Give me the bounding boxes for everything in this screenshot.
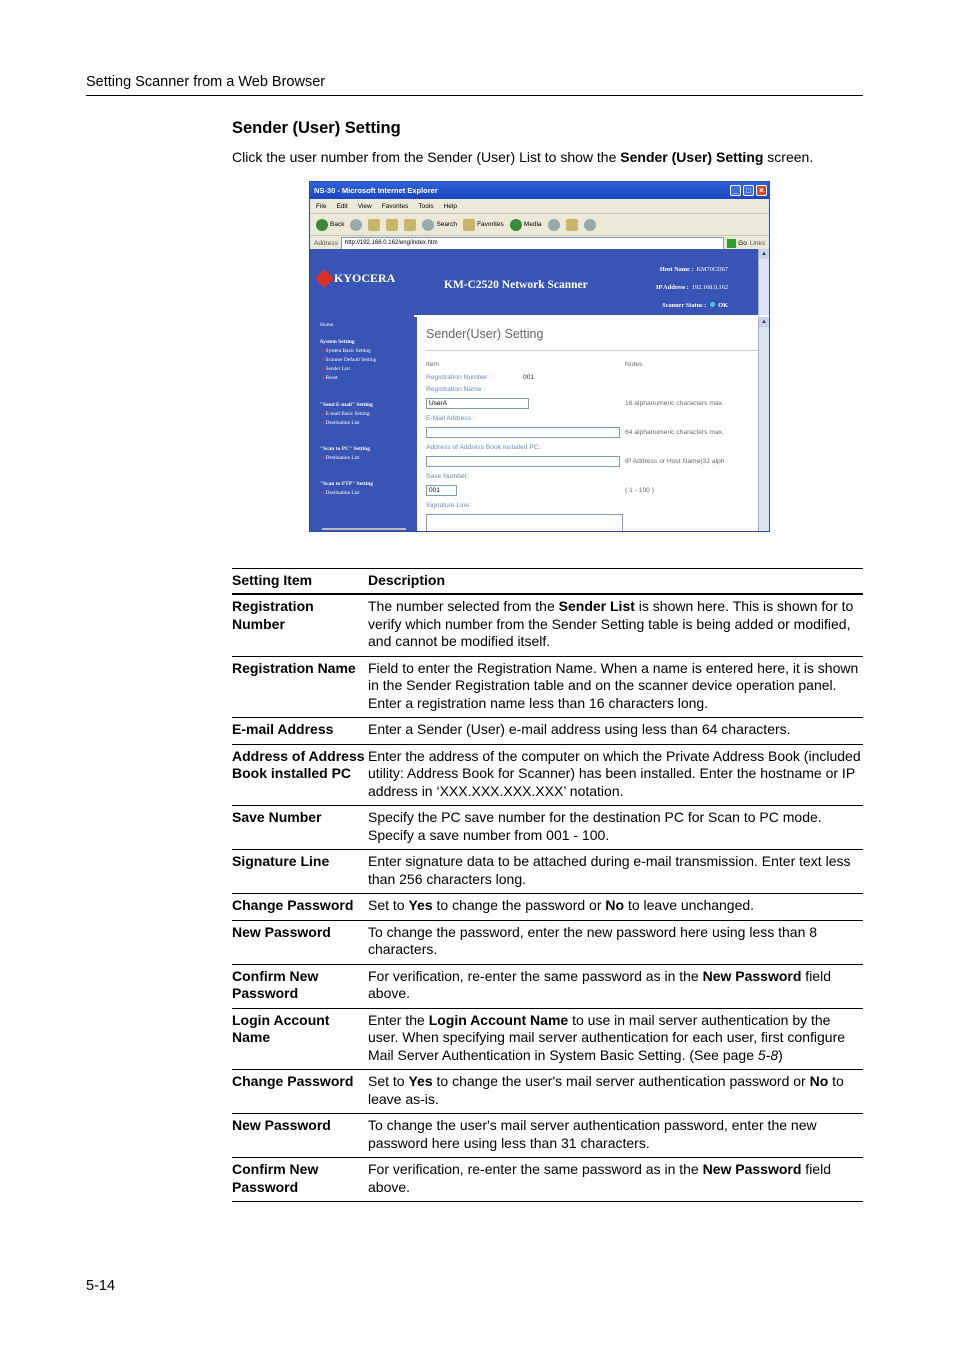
reg-name-label: Registration Name : [426,386,486,393]
sidebar-item-system-basic[interactable]: ▸ System Basic Setting [322,348,371,354]
row-item: Registration Name [232,656,368,718]
row-description [368,1158,863,1202]
host-value: KM70CD67 [696,266,728,273]
row-description: To change the user's mail server authentication password, enter the new password here using less than 31 characters. [368,1114,863,1158]
go-label: Go [738,240,747,247]
desc-bold: Sender List [558,598,635,614]
row-item: Confirm New Password [232,1158,368,1202]
intro-text: Click the user number from the Sender (User) List to show the [232,149,621,165]
home-button[interactable] [404,219,416,231]
table-row [232,964,863,1008]
device-title: KM-C2520 Network Scanner [444,279,588,291]
menu-view[interactable]: View [357,202,372,210]
back-label: Back [330,221,345,228]
intro-bold: Sender (User) Setting [620,149,764,165]
desc-text: Set to [368,1073,409,1089]
sidebar-item-pc-destination[interactable]: ▸ Destination List [322,455,360,461]
minimize-icon[interactable]: _ [730,185,741,196]
media-label: Media [523,221,542,228]
logo-text: KYOCERA [334,271,396,285]
ip-value: 192.168.0.162 [691,284,728,291]
refresh-button[interactable] [386,219,398,231]
intro-paragraph [232,149,813,165]
section-title: Sender (User) Setting [232,119,401,137]
header-banner [414,249,758,315]
row-description [368,1070,863,1114]
maximize-icon[interactable]: □ [743,185,754,196]
email-note: 64 alphanumeric characters max. [625,429,724,436]
search-icon [422,219,434,231]
running-header: Setting Scanner from a Web Browser [86,74,326,90]
desc-text: For verification, re-enter the same password as in the [368,967,703,984]
scanner-status [662,302,728,309]
sidebar-scrollbar[interactable] [322,528,406,530]
menu-favorites[interactable]: Favorites [381,202,409,210]
close-icon[interactable]: × [756,185,767,196]
row-item: New Password [232,1114,368,1158]
media-button[interactable] [510,219,542,231]
host-name [660,266,728,273]
menu-tools[interactable]: Tools [418,202,434,210]
sidebar-item-scanner-default[interactable]: ▸ Scanner Default Setting [322,357,376,363]
home-icon [404,219,416,231]
desc-text: to leave as-is. [368,1073,844,1107]
table-row [232,1158,863,1202]
print-button[interactable] [584,219,596,231]
sidebar [310,249,414,532]
desc-text: Set to [368,897,409,913]
row-description: Specify the PC save number for the destination PC for Scan to PC mode. Specify a save number from 001 - 100. [368,806,863,850]
sidebar-item-email-basic[interactable]: ▸ E-mail Basic Setting [322,411,370,417]
desc-bold: Yes [408,897,433,913]
sidebar-item-reset[interactable]: ▸ Reset [322,375,337,381]
desc-bold: New Password [702,967,802,984]
menu-bar [310,199,769,214]
desc-bold: Login Account Name [428,1011,569,1028]
form-title: Sender(User) Setting [426,327,544,341]
row-description [368,594,863,656]
ip-label: IP Address : [656,284,689,291]
sidebar-item-sender-list[interactable]: ▸ Sender List [322,366,350,372]
table-row [232,1114,863,1158]
save-number-input[interactable]: 001 [426,485,457,496]
row-description: Field to enter the Registration Name. When a name is entered here, it is shown in the Sender Registration table and on the scanner device operation panel. Enter a registration name less than 16 characters long. [368,656,863,718]
col-notes: Notes [625,361,643,368]
desc-text: to leave unchanged. [624,897,755,913]
host-label: Host Name : [659,266,694,273]
table-row [232,894,863,921]
desc-text: Enter the [368,1011,429,1028]
table-row [232,744,863,806]
toolbar [310,214,769,236]
email-label: E-Mail Address : [426,415,475,422]
table-header [232,569,863,595]
sidebar-heading-system[interactable]: System Setting [320,339,355,345]
row-description [368,964,863,1008]
address-label: Address [314,240,338,247]
desc-text: The number selected from the [368,598,559,614]
row-item: Save Number [232,806,368,850]
header-rule [86,95,863,96]
abook-label: Address of Address Book installed PC: [426,444,541,451]
status-label: Scanner Status : [662,302,707,309]
page-content [310,249,769,532]
desc-bold: New Password [702,1161,802,1177]
col-item: Item [426,361,440,368]
desc-text: For verification, re-enter the same password as in the [368,1161,703,1177]
reg-number-label: Registration Number : [426,374,492,381]
settings-table [232,568,863,1202]
desc-bold: No [809,1073,829,1089]
row-item: Signature Line [232,850,368,894]
sidebar-item-home[interactable]: Home [320,322,334,328]
status-dot-icon [710,302,715,307]
page-number: 5-14 [86,1278,116,1294]
forward-button[interactable] [350,219,362,231]
signature-label: Signature Line: [426,502,471,509]
save-number-note: ( 1 - 100 ) [625,487,654,494]
table-row [232,656,863,718]
desc-text: is shown here. This is shown for to verify which number from the Sender Setting table is being added or modified, and cannot be modified itself. [368,598,854,649]
go-button[interactable] [727,239,747,248]
table-row [232,718,863,745]
save-number-label: Save Number: [426,473,469,480]
history-button[interactable] [548,219,560,231]
favorites-label: Favorites [477,221,504,228]
mail-icon [566,219,578,231]
kyocera-logo-icon [315,269,333,287]
row-description: Enter a Sender (User) e-mail address using less than 64 characters. [368,718,863,745]
stop-icon [368,219,380,231]
row-item: New Password [232,920,368,964]
desc-bold: No [605,897,625,913]
search-label: Search [436,221,458,228]
table-row [232,806,863,850]
window-title: NS-30 - Microsoft Internet Explorer [314,186,438,195]
refresh-icon [386,219,398,231]
search-button[interactable] [422,219,457,231]
history-icon [548,219,560,231]
ip-address [656,284,728,291]
email-input[interactable] [426,427,620,438]
media-icon [510,219,522,231]
row-item: Registration Number [232,594,368,656]
row-item: Change Password [232,894,368,921]
row-item: E-mail Address [232,718,368,745]
table-row [232,594,863,656]
scroll-up-icon[interactable]: ▲ [759,317,769,327]
row-description: Enter the address of the computer on which the Private Address Book (included utility: Address Book for Scanner) has been installed. Enter the hostname or IP address in ‘XXX.XXX.XXX.XXX’ notation. [368,744,863,806]
desc-text: ) [778,1046,783,1063]
abook-input[interactable] [426,456,620,467]
reg-number-value: 001 [523,374,535,381]
abook-note: IP Address or Host Name(32 alph [625,458,725,465]
main-scrollbar[interactable] [758,317,769,532]
table-row [232,850,863,894]
sidebar-heading-scan-ftp[interactable]: "Scan to FTP" Setting [320,481,374,487]
table-row [232,1008,863,1070]
sidebar-heading-email[interactable]: "Send E-mail" Setting [320,402,373,408]
form-divider [426,350,758,351]
desc-text: to change the user's mail server authentication password or [432,1073,810,1089]
reg-name-note: 16 alphanumeric characters max. [625,400,724,407]
print-icon [584,219,596,231]
back-button[interactable] [316,219,344,231]
star-icon [463,219,475,231]
sidebar-item-email-destination[interactable]: ▸ Destination List [322,420,360,426]
menu-file[interactable]: File [316,202,327,210]
mail-button[interactable] [566,219,578,231]
stop-button[interactable] [368,219,380,231]
browser-screenshot [309,181,770,532]
desc-bold: Yes [408,1073,433,1089]
kyocera-logo [318,271,395,286]
banner-scrollbar[interactable] [758,249,769,315]
row-item: Login Account Name [232,1008,368,1070]
row-item: Address of Address Book installed PC [232,744,368,806]
col-setting-item: Setting Item [232,569,368,595]
desc-text: to change the password or [432,897,606,913]
desc-text: to use in mail server authentication by the user. When specifying mail server authentication for each user, first configure Mail Server Authentication in System Basic Setting. (See page [368,1011,846,1063]
forward-arrow-icon [350,219,362,231]
scroll-up-icon[interactable]: ▲ [759,249,769,259]
links-label[interactable]: Links [749,240,765,247]
main-frame [414,317,758,532]
intro-text-end: screen. [763,149,814,165]
signature-textarea[interactable] [426,514,623,532]
desc-text: field above. [368,1161,831,1195]
row-item: Confirm New Password [232,964,368,1008]
table-row [232,920,863,964]
favorites-button[interactable] [463,219,504,231]
back-arrow-icon [316,219,328,231]
row-description: Enter signature data to be attached during e-mail transmission. Enter text less than 256 characters long. [368,850,863,894]
row-description: To change the password, enter the new password here using less than 8 characters. [368,920,863,964]
row-description [368,1008,863,1070]
row-item: Change Password [232,1070,368,1114]
menu-help[interactable]: Help [443,202,457,210]
table-row [232,1070,863,1114]
page-reference: 5-8 [757,1046,779,1063]
window-titlebar [310,182,769,199]
address-input[interactable]: http://192.168.0.162/eng/index.htm [341,237,724,250]
row-description [368,894,863,921]
col-description: Description [368,569,863,595]
go-arrow-icon [727,239,736,248]
reg-name-input[interactable]: UserA [426,398,529,409]
sidebar-heading-scan-pc[interactable]: "Scan to PC" Setting [320,446,370,452]
desc-text: field above. [368,967,831,1001]
menu-edit[interactable]: Edit [336,202,348,210]
status-value: OK [718,302,728,309]
sidebar-item-ftp-destination[interactable]: ▸ Destination List [322,490,360,496]
